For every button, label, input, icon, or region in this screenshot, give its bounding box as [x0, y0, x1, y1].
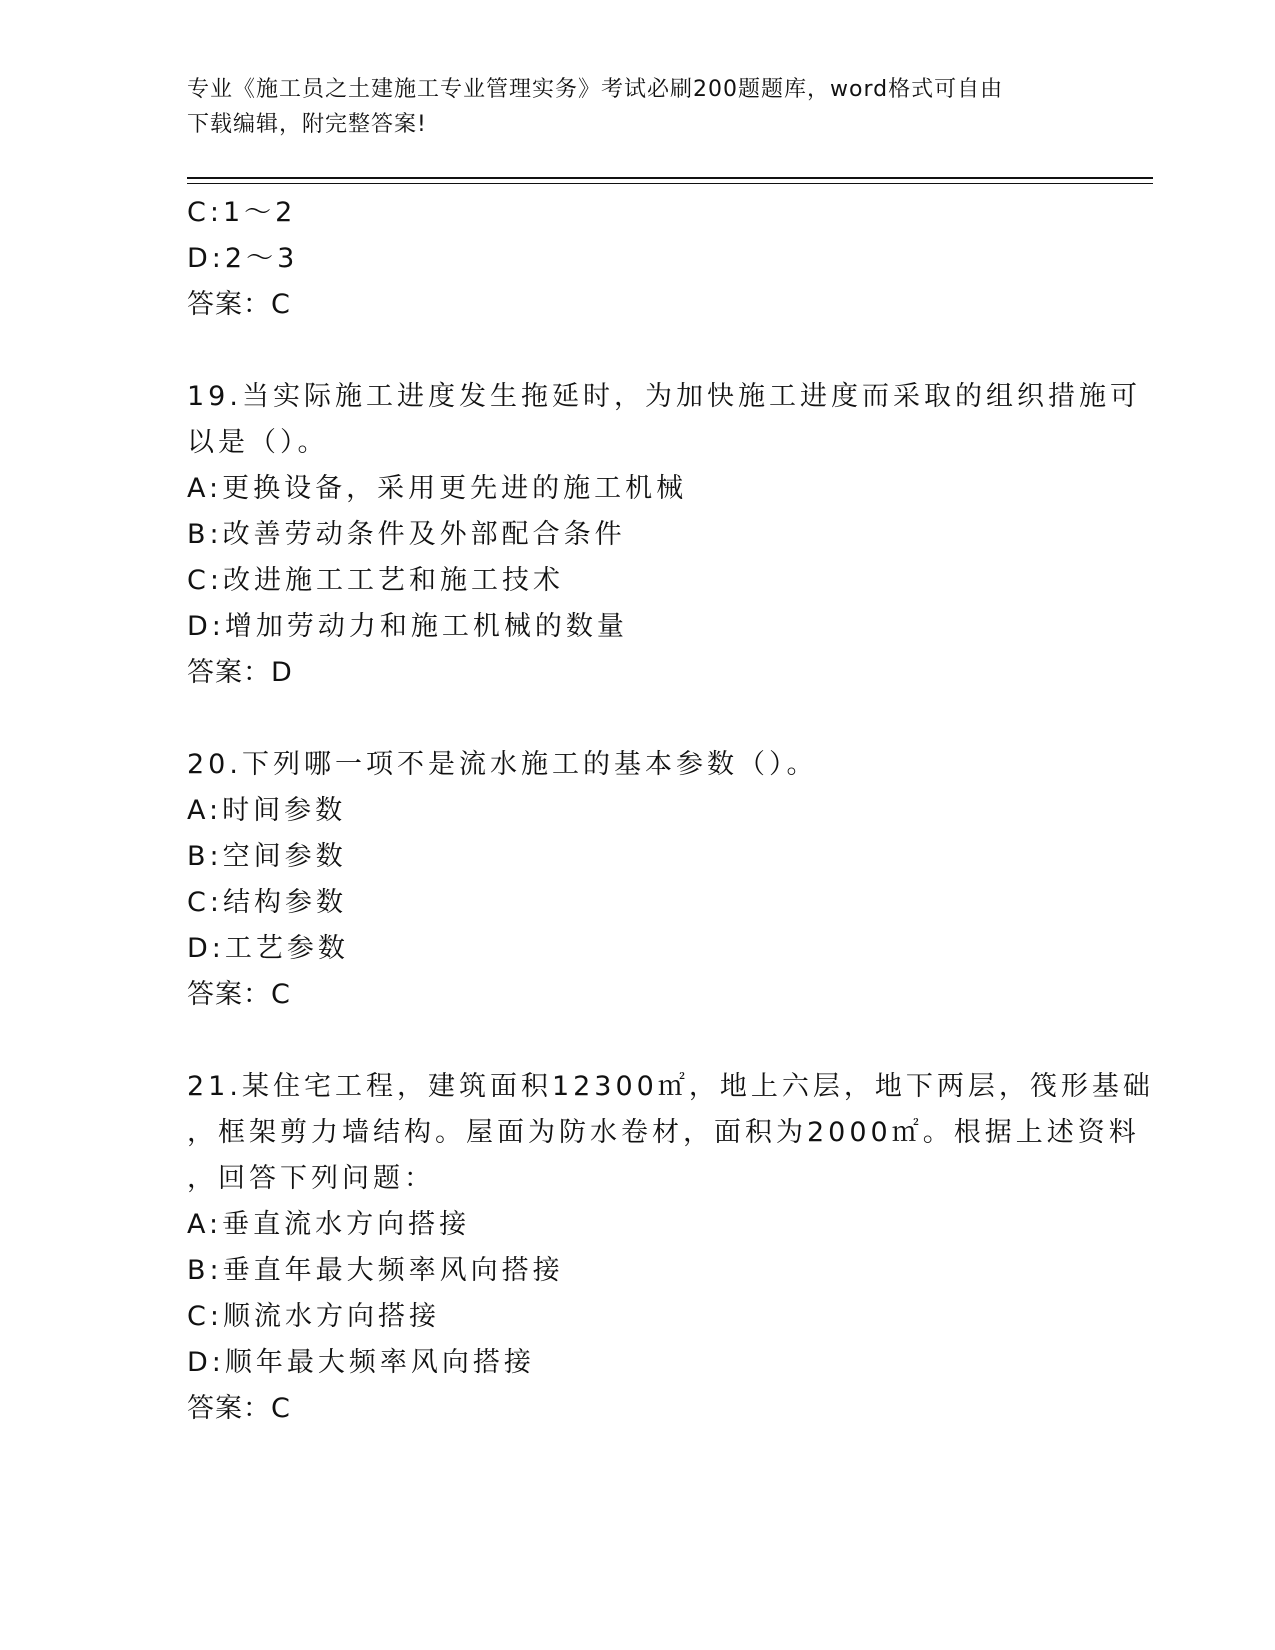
option-text: 改善劳动条件及外部配合条件 — [222, 519, 626, 550]
header-divider-thick — [187, 177, 1153, 179]
option-text: 顺年最大频率风向搭接 — [224, 1347, 535, 1378]
option-key: C: — [187, 565, 223, 596]
option-text: 2～3 — [224, 243, 299, 274]
option-a — [187, 788, 1087, 834]
option-text: 1～2 — [222, 197, 297, 228]
answer-line: 答案：C — [187, 289, 291, 320]
option-key: C: — [187, 887, 223, 918]
question-19 — [187, 374, 1141, 696]
option-key: A: — [187, 795, 223, 826]
option-text: 垂直流水方向搭接 — [222, 1209, 471, 1240]
option-d — [187, 604, 1087, 650]
question-stem: 以是（）。 — [187, 427, 329, 458]
option-b — [187, 834, 1087, 880]
option-a — [187, 1202, 1087, 1248]
option-b — [187, 512, 1087, 558]
option-key: D: — [187, 1347, 225, 1378]
spacer — [187, 1018, 1087, 1064]
option-text: 空间参数 — [222, 841, 347, 872]
option-key: C: — [187, 197, 223, 228]
spacer — [187, 696, 1087, 742]
option-key: B: — [187, 841, 223, 872]
option-text: 更换设备，采用更先进的施工机械 — [222, 473, 688, 504]
question-stem: ，框架剪力墙结构。屋面为防水卷材，面积为2000㎡。根据上述资料 — [187, 1117, 1140, 1148]
answer-line: 答案：D — [187, 657, 293, 688]
option-c — [187, 190, 1087, 236]
option-text: 结构参数 — [222, 887, 347, 918]
question-18-fragment — [187, 190, 1087, 328]
question-21 — [187, 1064, 1154, 1432]
option-b — [187, 1248, 1087, 1294]
option-text: 工艺参数 — [224, 933, 349, 964]
answer-line: 答案：C — [187, 1393, 291, 1424]
option-key: D: — [187, 243, 225, 274]
option-c — [187, 558, 1087, 604]
option-text: 改进施工工艺和施工技术 — [222, 565, 564, 596]
option-key: D: — [187, 611, 225, 642]
option-key: C: — [187, 1301, 223, 1332]
option-text: 垂直年最大频率风向搭接 — [222, 1255, 564, 1286]
option-key: B: — [187, 1255, 223, 1286]
question-stem: 21.某住宅工程，建筑面积12300㎡，地上六层，地下两层，筏形基础 — [187, 1071, 1154, 1102]
question-stem: ，回答下列问题： — [187, 1163, 435, 1194]
option-d — [187, 1340, 1087, 1386]
option-key: A: — [187, 1209, 223, 1240]
option-key: D: — [187, 933, 225, 964]
option-a — [187, 466, 1087, 512]
document-header — [187, 72, 1087, 142]
spacer — [187, 328, 1087, 374]
header-divider-thin — [187, 183, 1153, 184]
option-c — [187, 1294, 1087, 1340]
option-d — [187, 926, 1087, 972]
header-line-1: 专业《施工员之土建施工专业管理实务》考试必刷200题题库，word格式可自由 — [187, 77, 1004, 102]
option-key: B: — [187, 519, 223, 550]
question-stem: 20.下列哪一项不是流水施工的基本参数（）。 — [187, 749, 818, 780]
header-line-2: 下载编辑，附完整答案! — [187, 112, 427, 137]
answer-line: 答案：C — [187, 979, 291, 1010]
question-20 — [187, 742, 1087, 1018]
question-content — [187, 190, 1154, 1432]
option-text: 顺流水方向搭接 — [222, 1301, 440, 1332]
option-text: 增加劳动力和施工机械的数量 — [224, 611, 628, 642]
option-c — [187, 880, 1087, 926]
option-text: 时间参数 — [222, 795, 347, 826]
question-stem: 19.当实际施工进度发生拖延时，为加快施工进度而采取的组织措施可 — [187, 381, 1141, 412]
option-d — [187, 236, 1087, 282]
option-key: A: — [187, 473, 223, 504]
